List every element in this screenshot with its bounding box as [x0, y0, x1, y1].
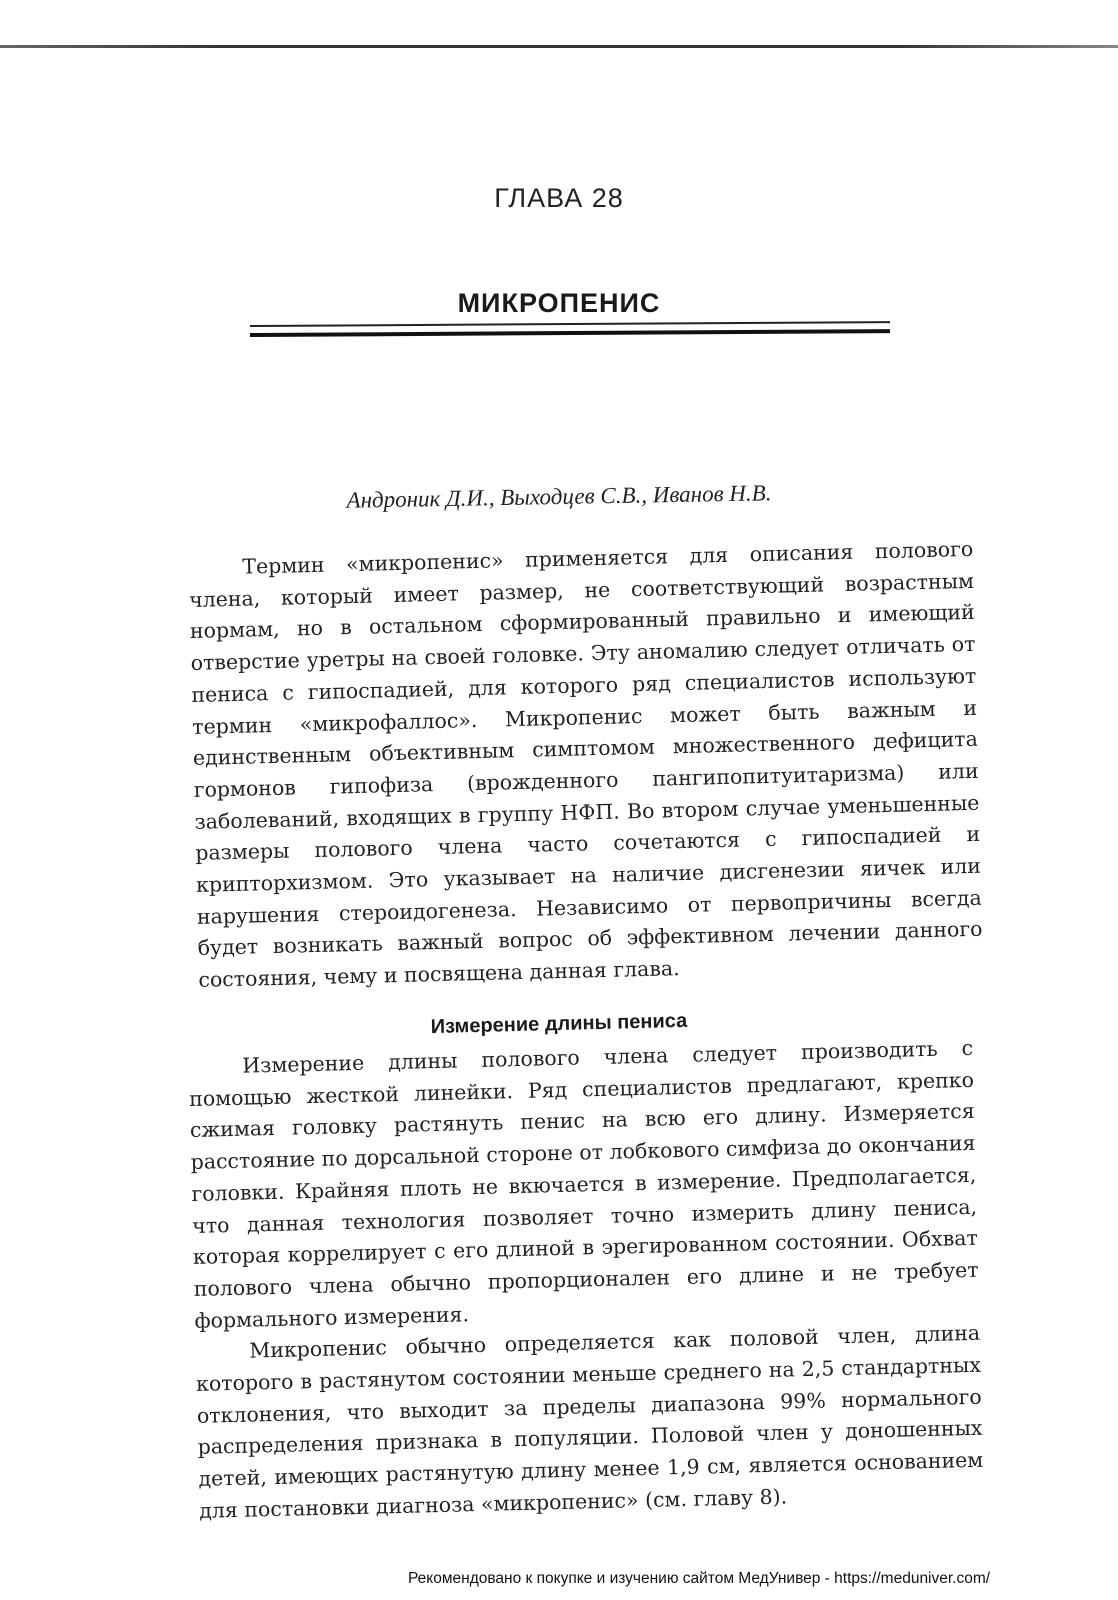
intro-text-block [188, 534, 984, 997]
intro-paragraph: Термин «микропенис» применяется для описания полового члена, который имеет размер, не соответствующий возрастным нормам, но в остальном сформированный правильно и имеющий отверстие уретры на своей головке. Эту аномалию следует отличать от пениса с гипоспадией, для которого ряд специалистов используют термин «микрофаллос». Микропенис может быть важным и единственным объективным симптомом множественного дефицита гормонов гипофиза (врожденного пангипопитуитаризма) или заболеваний, входящих в группу НФП. Во втором случае уменьшенные размеры полового члена часто сочетаются с гипоспадией и крипторхизмом. Это указывает на наличие дисгенезии яичек или нарушения стероидогенеза. Независимо от первопричины всегда будет возникать важный вопрос об эффективном лечении данного состояния, чему и посвящена данная глава. [188, 536, 983, 993]
authors-line: Андроник Д.И., Выходцев С.В., Иванов Н.В. [346, 480, 772, 513]
title-underline-thin [250, 321, 890, 327]
chapter-title: МИКРОПЕНИС [457, 288, 661, 318]
chapter-label: ГЛАВА 28 [494, 183, 624, 213]
section-paragraph-2: Микропенис обычно определяется как половой член, длина которого в растянутом состоянии меньше среднего на 2,5 стандартных отклонения, что выходит за пределы диапазона 99% нормального распределения признака в популяции. Половой член у доношенных детей, имеющих растянутую длину менее 1,9 см, является основанием для постановки диагноза «микропенис» (см. главу 8). [195, 1321, 984, 1523]
title-underline-thick [250, 329, 890, 337]
section-heading: Измерение длины пениса [430, 1009, 688, 1039]
section-text-block [188, 1033, 984, 1528]
footer-watermark-text: Рекомендовано к покупке и изучению сайтом МедУнивер - https://meduniver.com/ [408, 1570, 991, 1587]
section-paragraph-1: Измерение длины полового члена следует производить с помощью жесткой линейки. Ряд специалистов предлагают, крепко сжимая головку растянуть пенис на всю его длину. Измеряется расстояние по дорсальной стороне от лобкового симфиза до окончания головки. Крайняя плоть не вкючается в измерение. Предполагается, что данная технология позволяет точно измерить длину пениса, которая коррелирует с его длиной в эрегированном состоянии. Обхват полового члена обычно пропорционален его длине и не требует формального измерения. [188, 1035, 979, 1333]
top-border-rule [0, 45, 1118, 48]
